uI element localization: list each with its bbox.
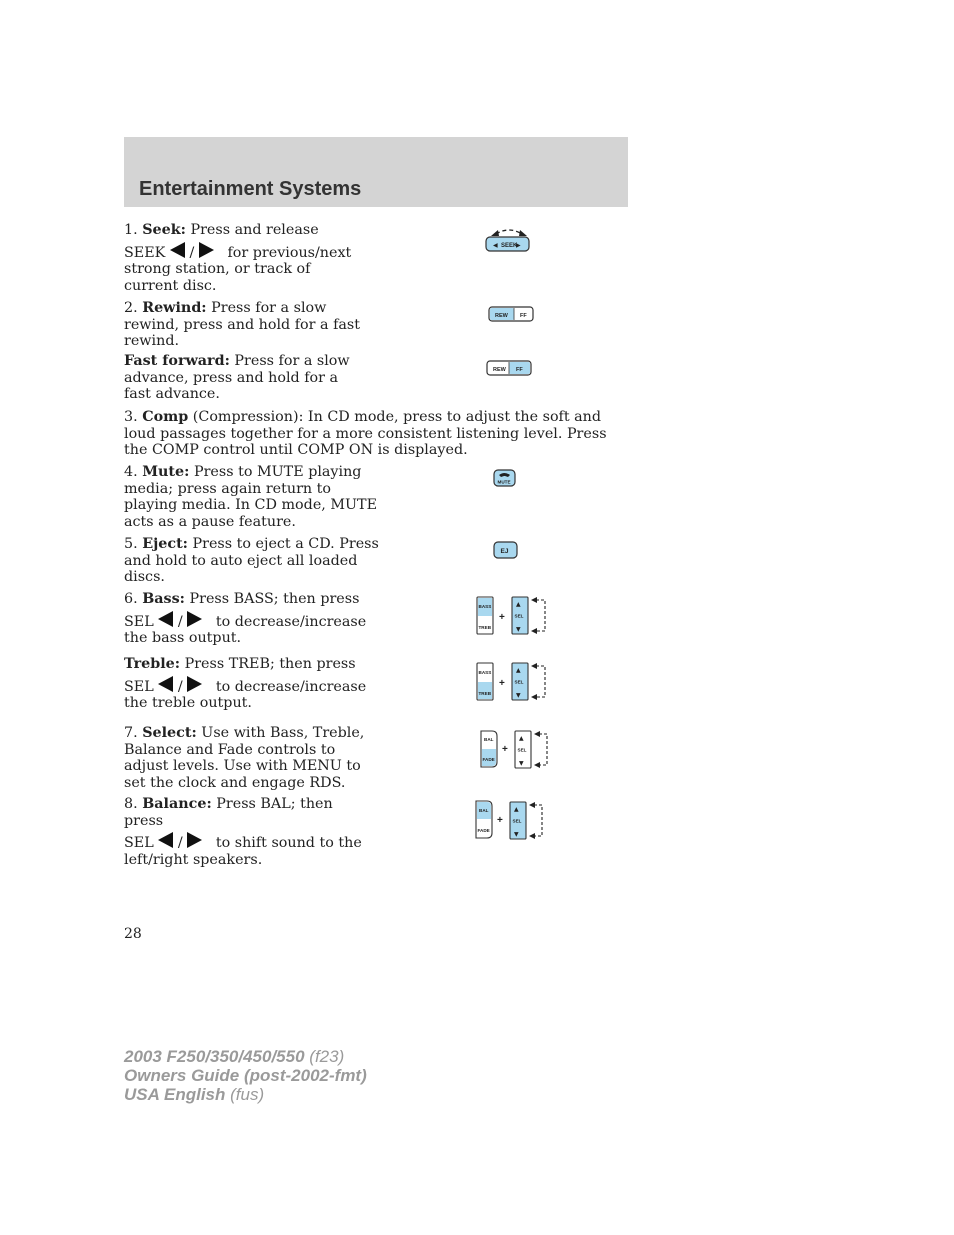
svg-text:SEL: SEL bbox=[517, 747, 527, 753]
svg-text:BAL: BAL bbox=[484, 737, 494, 742]
fast-forward-paragraph: Fast forward: Press for a slow advance, press and hold for a fast advance. bbox=[124, 353, 350, 402]
eject-paragraph: 5. Eject: Press to eject a CD. Press and hold to auto eject all loaded discs. bbox=[124, 536, 379, 585]
sel-loop-arrow-icon bbox=[539, 734, 547, 765]
svg-text:SEL: SEL bbox=[514, 679, 524, 685]
seek-button-figure bbox=[484, 225, 534, 255]
svg-text:▼: ▼ bbox=[519, 760, 524, 767]
svg-text:FADE: FADE bbox=[482, 757, 495, 762]
svg-text:BASS: BASS bbox=[478, 670, 492, 675]
sel-loop-arrow-icon bbox=[536, 600, 545, 631]
seek-arc-icon bbox=[496, 230, 522, 234]
section-header bbox=[124, 137, 628, 207]
svg-text:BASS: BASS bbox=[478, 604, 492, 609]
footer-guide-line: Owners Guide (post-2002-fmt) bbox=[124, 1066, 367, 1085]
footer-language-line: USA English (fus) bbox=[124, 1085, 265, 1104]
eject-button-figure bbox=[492, 540, 520, 562]
right-arrow-icon bbox=[199, 242, 214, 258]
svg-text:REW: REW bbox=[495, 313, 508, 319]
section-title: Entertainment Systems bbox=[139, 178, 362, 200]
plus-sign: + bbox=[499, 678, 505, 689]
select-figure bbox=[478, 728, 554, 772]
footer-model-line: 2003 F250/350/450/550 (f23) bbox=[124, 1047, 345, 1066]
svg-text:▲: ▲ bbox=[514, 806, 519, 813]
svg-text:▶: ▶ bbox=[516, 243, 521, 249]
left-arrow-icon bbox=[158, 832, 173, 848]
left-arrow-icon bbox=[158, 676, 173, 692]
mute-button-figure bbox=[492, 468, 518, 490]
rewind-paragraph: 2. Rewind: Press for a slow rewind, press and hold for a fast rewind. bbox=[124, 300, 360, 349]
right-arrow-icon bbox=[187, 832, 202, 848]
svg-text:SEEK: SEEK bbox=[501, 243, 518, 249]
svg-text:▲: ▲ bbox=[516, 601, 521, 608]
svg-text:▲: ▲ bbox=[519, 735, 524, 742]
svg-text:FF: FF bbox=[516, 367, 523, 373]
svg-text:REW: REW bbox=[493, 367, 506, 373]
balance-figure bbox=[473, 798, 549, 844]
svg-text:FF: FF bbox=[520, 313, 527, 319]
seek-arc-right-arrow-icon bbox=[519, 230, 527, 236]
svg-text:▼: ▼ bbox=[514, 831, 519, 838]
bass-sel-figure bbox=[474, 594, 554, 638]
plus-sign: + bbox=[499, 612, 505, 623]
svg-text:TREB: TREB bbox=[478, 625, 492, 630]
svg-text:MUTE: MUTE bbox=[497, 479, 511, 485]
page-number: 28 bbox=[124, 926, 142, 942]
left-arrow-icon bbox=[170, 242, 185, 258]
right-arrow-icon bbox=[187, 676, 202, 692]
rew-ff-button-figure-ff bbox=[485, 359, 535, 379]
plus-sign: + bbox=[497, 815, 503, 826]
svg-text:FADE: FADE bbox=[477, 828, 490, 833]
svg-text:TREB: TREB bbox=[478, 691, 492, 696]
right-arrow-icon bbox=[187, 611, 202, 627]
svg-text:▼: ▼ bbox=[516, 692, 521, 699]
mute-paragraph: 4. Mute: Press to MUTE playing media; press again return to playing media. In CD mode, MUTE acts as a pause feature. bbox=[124, 464, 378, 530]
plus-sign: + bbox=[502, 744, 508, 755]
svg-text:SEL: SEL bbox=[512, 818, 522, 824]
svg-text:BAL: BAL bbox=[479, 808, 489, 813]
svg-text:▼: ▼ bbox=[516, 626, 521, 633]
rew-ff-button-figure-rewind bbox=[487, 305, 537, 325]
svg-text:SEL: SEL bbox=[514, 613, 524, 619]
svg-text:▲: ▲ bbox=[516, 667, 521, 674]
sel-loop-arrow-icon bbox=[534, 805, 542, 836]
left-arrow-icon bbox=[158, 611, 173, 627]
svg-text:EJ: EJ bbox=[500, 548, 509, 555]
treble-sel-figure bbox=[474, 660, 554, 704]
select-paragraph: 7. Select: Use with Bass, Treble, Balance and Fade controls to adjust levels. Use with MENU to set the clock and engage RDS. bbox=[124, 725, 365, 791]
sel-loop-arrow-icon bbox=[536, 666, 545, 697]
comp-paragraph: 3. Comp (Compression): In CD mode, press to adjust the soft and loud passages together for a more consistent listening level. Press the COMP control until COMP ON is displayed. bbox=[124, 409, 607, 458]
seek-paragraph: 1. Seek: Press and release SEEK / for previous/next strong station, or track of current disc. bbox=[124, 222, 352, 294]
treble-paragraph: Treble: Press TREB; then press SEL / to decrease/increase the treble output. bbox=[124, 656, 367, 711]
seek-arc-left-arrow-icon bbox=[491, 230, 499, 236]
svg-text:◀: ◀ bbox=[493, 243, 498, 249]
bass-paragraph: 6. Bass: Press BASS; then press SEL / to decrease/increase the bass output. bbox=[124, 591, 367, 646]
balance-paragraph: 8. Balance: Press BAL; then press SEL / to shift sound to the left/right speakers. bbox=[124, 796, 362, 868]
